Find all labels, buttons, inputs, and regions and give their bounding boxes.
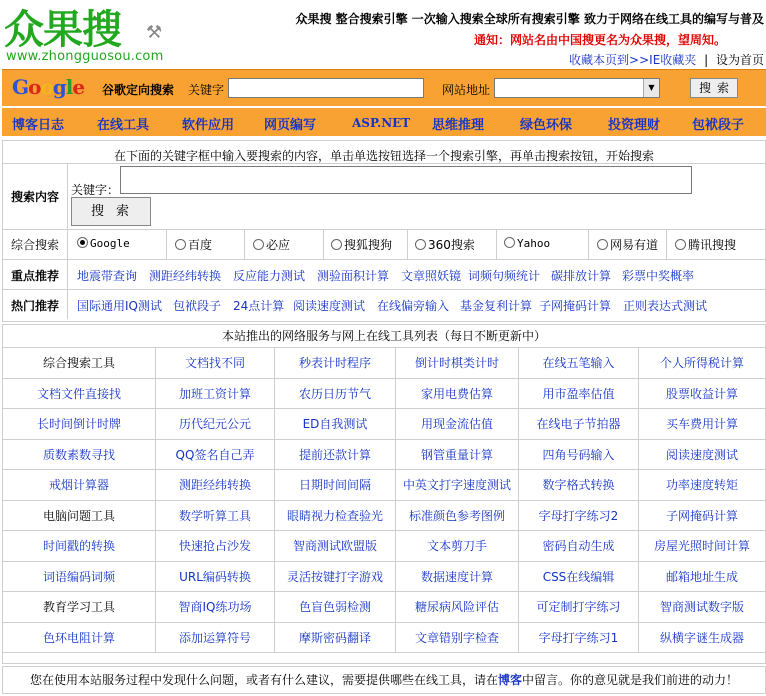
nav-item-green[interactable]: 绿色环保	[520, 118, 573, 133]
link-separator: |	[704, 53, 709, 67]
google-logo: Google	[12, 75, 85, 99]
tool-link[interactable]: 密码自动生成	[519, 531, 639, 562]
nav-item-online-tools[interactable]: 在线工具	[97, 118, 150, 133]
tool-link[interactable]: 摩斯密码翻译	[275, 623, 396, 654]
hot-link-fund[interactable]: 基金复利计算	[460, 299, 533, 313]
divider	[666, 229, 667, 259]
tool-link[interactable]: 买车费用计算	[639, 409, 765, 440]
footer-blog-link[interactable]: 博客	[497, 673, 522, 687]
keyword-label: 关键字：	[71, 183, 120, 197]
footer-text-before: 您在使用本站服务过程中发现什么问题，或者有什么建议，需要提供哪些在线工具，请在	[29, 673, 498, 687]
hot-link-jokes[interactable]: 包袱段子	[173, 299, 222, 313]
divider	[3, 259, 765, 260]
tool-link[interactable]: 历代纪元公元	[156, 409, 275, 440]
hot-link-24point[interactable]: 24点计算	[233, 299, 285, 313]
key-link-wordfreq[interactable]: 词频句频统计	[468, 269, 541, 283]
tool-link[interactable]: 智商IQ练功场	[156, 592, 275, 623]
radio-checked-icon[interactable]	[77, 237, 88, 248]
nav-item-aspnet[interactable]: ASP.NET	[352, 116, 411, 130]
tool-link[interactable]: 功率速度转矩	[639, 470, 765, 501]
feedback-footer	[2, 666, 766, 694]
hot-link-regex[interactable]: 正则表达式测试	[623, 299, 708, 313]
tool-category-label: 教育学习工具	[3, 592, 156, 623]
footer-text-after: 中留言。你的意见就是我们前进的动力！	[522, 673, 739, 687]
tool-link[interactable]: 色盲色弱检测	[275, 592, 396, 623]
tool-link[interactable]: 钢管重量计算	[396, 440, 519, 471]
tool-link[interactable]: 邮箱地址生成	[639, 562, 765, 593]
divider	[67, 229, 68, 259]
tool-link[interactable]: 倒计时棋类计时	[396, 348, 519, 379]
tool-link[interactable]: 用现金流估值	[396, 409, 519, 440]
radio-icon[interactable]	[331, 239, 342, 250]
google-search-button[interactable]: 搜索	[690, 78, 738, 98]
tool-link[interactable]: 中英文打字速度测试	[396, 470, 519, 501]
engine-bing[interactable]: 必应	[253, 236, 290, 253]
engine-google[interactable]: Google	[77, 236, 130, 250]
nav-item-jokes[interactable]: 包袱段子	[692, 118, 745, 133]
tools-icon: ⚒	[146, 22, 163, 43]
tool-link[interactable]: 文章错别字检查	[396, 623, 519, 654]
search-button[interactable]: 搜索	[71, 197, 151, 226]
radio-icon[interactable]	[415, 239, 426, 250]
tool-link[interactable]: 时间戳的转换	[3, 531, 156, 562]
set-homepage-link[interactable]: 设为首页	[715, 53, 764, 67]
tool-link[interactable]: 子网掩码计算	[639, 501, 765, 532]
engine-row-label: 综合搜索	[11, 238, 60, 252]
divider	[496, 229, 497, 259]
tool-link[interactable]: 智商测试欧盟版	[275, 531, 396, 562]
google-keyword-label: 关键字	[188, 83, 225, 97]
divider	[323, 229, 324, 259]
divider	[588, 229, 589, 259]
site-logo[interactable]	[4, 2, 174, 66]
radio-icon[interactable]	[253, 239, 264, 250]
nav-item-blog[interactable]: 博客日志	[12, 118, 65, 133]
key-link-reaction[interactable]: 反应能力测试	[233, 269, 306, 283]
tool-link[interactable]: 灵活按键打字游戏	[275, 562, 396, 593]
key-link-carbon[interactable]: 碳排放计算	[551, 269, 612, 283]
tool-link[interactable]: 字母打字练习1	[519, 623, 639, 654]
tool-category-label: 电脑问题工具	[3, 501, 156, 532]
hot-recommend-label: 热门推荐	[11, 299, 60, 313]
tool-link[interactable]: 在线电子节拍器	[519, 409, 639, 440]
add-favorite-link[interactable]: 收藏本页到>>IE收藏夹	[569, 53, 697, 67]
site-url-select[interactable]	[494, 78, 660, 98]
site-slogan: 众果搜 整合搜索引擎 一次输入搜索全球所有搜索引擎 致力于网络在线工具的编写与普及	[295, 12, 764, 26]
tool-link[interactable]: URL编码转换	[156, 562, 275, 593]
tool-link[interactable]: 字母打字练习2	[519, 501, 639, 532]
tool-link[interactable]: 测距经纬转换	[156, 470, 275, 501]
tool-link[interactable]: 智商测试数字版	[639, 592, 765, 623]
site-header	[0, 0, 766, 68]
radio-icon[interactable]	[597, 239, 608, 250]
tool-link[interactable]: 糖尿病风险评估	[396, 592, 519, 623]
tool-link[interactable]: 可定制打字练习	[519, 592, 639, 623]
divider	[166, 229, 167, 259]
google-keyword-input[interactable]	[228, 78, 424, 98]
tool-link[interactable]: 在线五笔输入	[519, 348, 639, 379]
logo-text: 众果搜	[4, 7, 121, 53]
tool-link[interactable]: 添加运算符号	[156, 623, 275, 654]
logo-url: www.zhongguosou.com	[6, 49, 164, 64]
key-link-area[interactable]: 测验面积计算	[317, 269, 390, 283]
tool-link[interactable]: 房屋光照时间计算	[639, 531, 765, 562]
tool-link[interactable]: 文档文件直接找	[3, 379, 156, 410]
engine-360[interactable]: 360搜索	[415, 236, 475, 253]
radio-icon[interactable]	[504, 237, 515, 248]
tool-link[interactable]: 词语编码词频	[3, 562, 156, 593]
google-search-title: 谷歌定向搜索	[102, 83, 175, 97]
multi-search-panel	[2, 140, 766, 322]
tool-link[interactable]: 数学听算工具	[156, 501, 275, 532]
tool-link[interactable]: 纵横字谜生成器	[639, 623, 765, 654]
nav-item-finance[interactable]: 投资理财	[608, 118, 661, 133]
engine-youdao[interactable]: 网易有道	[597, 236, 658, 253]
engine-baidu[interactable]: 百度	[175, 236, 212, 253]
engine-yahoo[interactable]: Yahoo	[504, 236, 550, 250]
tool-link[interactable]: 股票收益计算	[639, 379, 765, 410]
tool-link[interactable]: 快速抢占沙发	[156, 531, 275, 562]
search-hint: 在下面的关键字框中输入要搜索的内容，单击单选按钮选择一个搜索引擎，再单击搜索按钮，开始搜索	[113, 149, 654, 163]
nav-item-software[interactable]: 软件应用	[182, 118, 235, 133]
divider	[3, 229, 765, 230]
hot-link-reading-speed[interactable]: 阅读速度测试	[293, 299, 366, 313]
divider	[67, 163, 68, 231]
tool-link[interactable]: 四角号码输入	[519, 440, 639, 471]
tool-link[interactable]: 家用电费估算	[396, 379, 519, 410]
divider	[67, 259, 68, 289]
tool-link[interactable]: 数据速度计算	[396, 562, 519, 593]
tool-link[interactable]: CSS在线编辑	[519, 562, 639, 593]
key-link-earthquake[interactable]: 地震带查询	[77, 269, 138, 283]
main-nav	[2, 106, 766, 136]
site-notice: 通知：网站名由中国搜更名为众果搜，望周知。	[473, 33, 726, 47]
chevron-down-icon[interactable]: ▼	[643, 79, 659, 97]
keyword-input[interactable]	[120, 166, 692, 194]
key-link-lottery[interactable]: 彩票中奖概率	[622, 269, 695, 283]
radio-icon[interactable]	[675, 239, 686, 250]
divider	[67, 289, 68, 319]
tool-link[interactable]: 农历日历节气	[275, 379, 396, 410]
tool-link[interactable]: 文本剪刀手	[396, 531, 519, 562]
tool-link[interactable]: 加班工资计算	[156, 379, 275, 410]
top-links	[569, 51, 764, 68]
tool-link[interactable]: 文档找不同	[156, 348, 275, 379]
key-link-mirror[interactable]: 文章照妖镜	[401, 269, 462, 283]
tool-link[interactable]: 质数素数寻找	[3, 440, 156, 471]
key-recommend-label: 重点推荐	[11, 269, 60, 283]
hot-link-radical[interactable]: 在线偏旁输入	[377, 299, 450, 313]
google-search-bar	[2, 69, 766, 106]
tool-link[interactable]: 秒表计时程序	[275, 348, 396, 379]
engine-soso[interactable]: 腾讯搜搜	[675, 236, 736, 253]
divider	[244, 229, 245, 259]
tool-link[interactable]: 用市盈率估值	[519, 379, 639, 410]
divider	[3, 289, 765, 290]
site-url-label: 网站地址	[442, 83, 491, 97]
tool-link[interactable]: 标准颜色参考图例	[396, 501, 519, 532]
tool-link[interactable]: ED自我测试	[275, 409, 396, 440]
tool-link[interactable]: 个人所得税计算	[639, 348, 765, 379]
tool-link[interactable]: 色环电阻计算	[3, 623, 156, 654]
tool-category-label: 综合搜索工具	[3, 348, 156, 379]
tool-link[interactable]: 眼睛视力检查验光	[275, 501, 396, 532]
radio-icon[interactable]	[175, 239, 186, 250]
tool-link[interactable]: QQ签名自己弄	[156, 440, 275, 471]
tool-link[interactable]: 数字格式转换	[519, 470, 639, 501]
hot-link-subnet[interactable]: 子网掩码计算	[539, 299, 612, 313]
tools-list-title: 本站推出的网络服务与网上在线工具列表（每日不断更新中）	[3, 325, 765, 348]
nav-item-web-writing[interactable]: 网页编写	[264, 118, 317, 133]
tool-link[interactable]: 戒烟计算器	[3, 470, 156, 501]
divider	[3, 163, 765, 164]
hot-link-iq[interactable]: 国际通用IQ测试	[77, 299, 162, 313]
nav-item-reasoning[interactable]: 思维推理	[432, 118, 485, 133]
tools-list	[2, 324, 766, 664]
tool-link[interactable]: 提前还款计算	[275, 440, 396, 471]
tool-link[interactable]: 长时间倒计时牌	[3, 409, 156, 440]
search-content-label: 搜索内容	[11, 190, 60, 204]
tools-grid	[3, 348, 765, 653]
tool-link[interactable]: 阅读速度测试	[639, 440, 765, 471]
engine-sogou[interactable]: 搜狐搜狗	[331, 236, 392, 253]
key-link-latlon[interactable]: 测距经纬转换	[149, 269, 222, 283]
divider	[407, 229, 408, 259]
tool-link[interactable]: 日期时间间隔	[275, 470, 396, 501]
